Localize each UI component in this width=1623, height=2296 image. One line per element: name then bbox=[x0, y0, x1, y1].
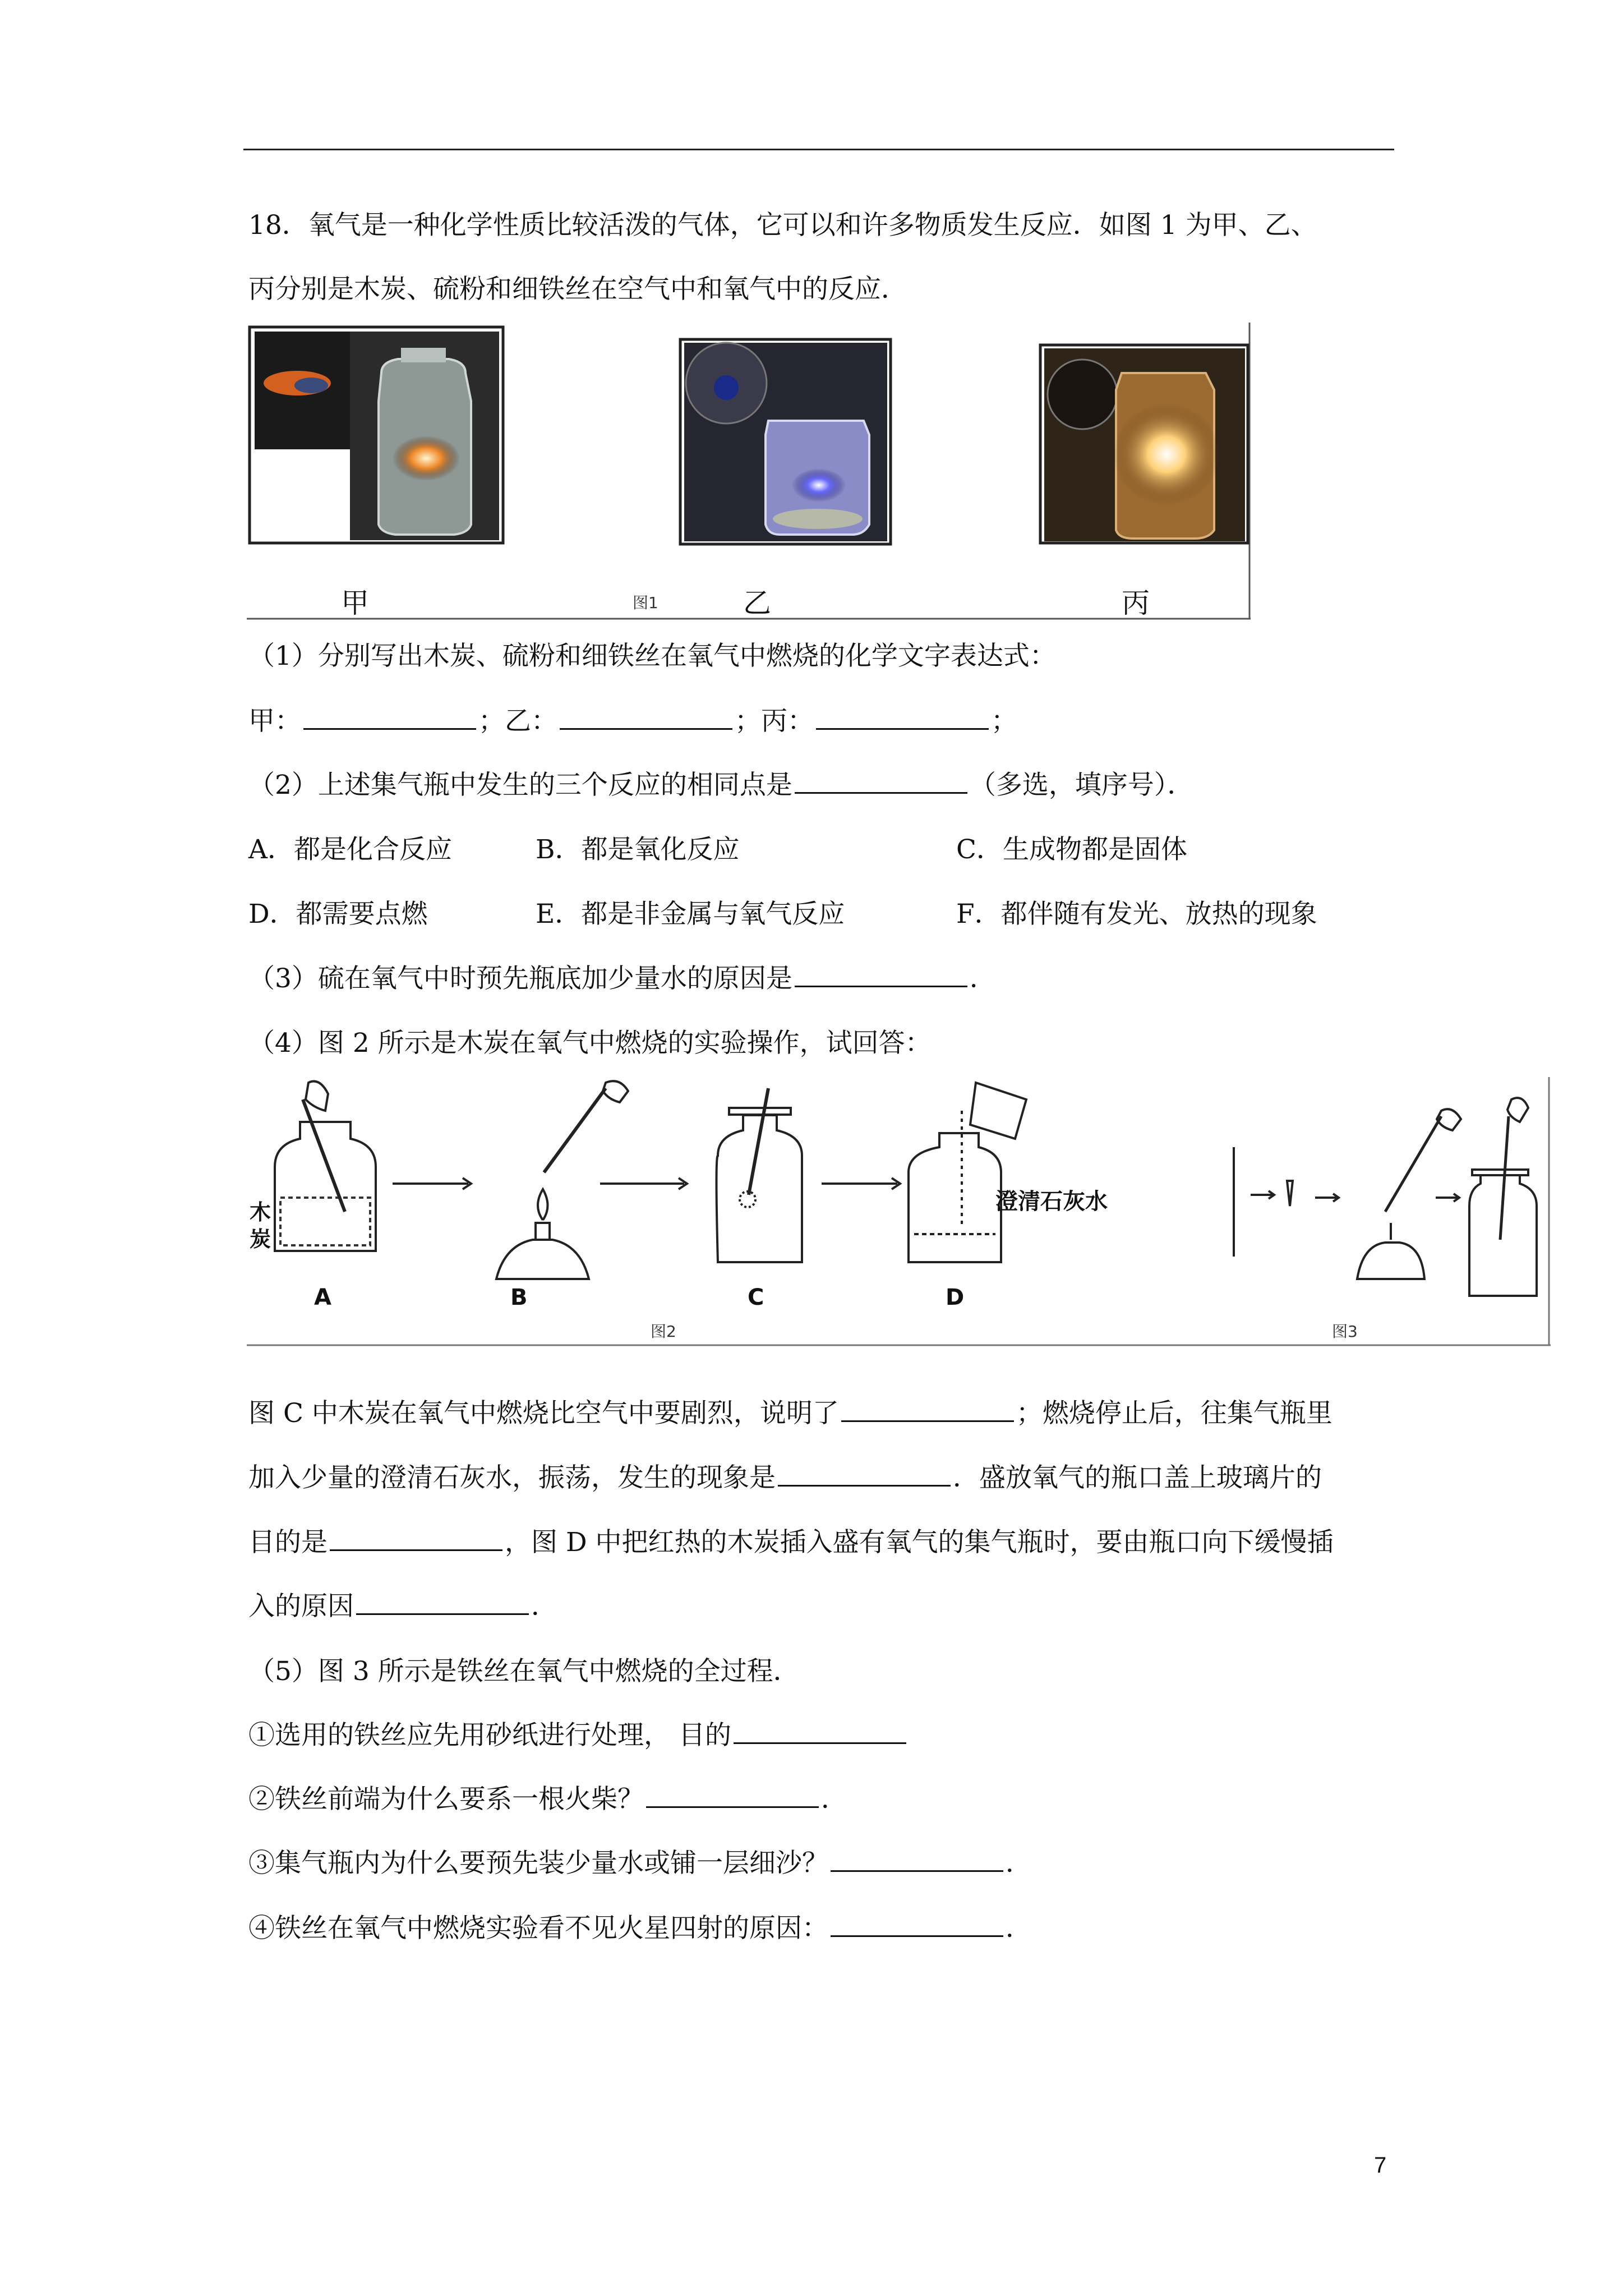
charcoal-label-1: 木 bbox=[250, 1200, 271, 1225]
sub-question-5-item-2 bbox=[248, 1783, 847, 1816]
period: ． bbox=[531, 1591, 557, 1622]
text: 入的原因 bbox=[248, 1591, 354, 1622]
period: ． bbox=[821, 1784, 847, 1815]
answer-blank-jia[interactable] bbox=[303, 706, 476, 730]
text: 图 C 中木炭在氧气中燃烧比空气中要剧烈，说明了 bbox=[248, 1398, 839, 1429]
page-number: 7 bbox=[1374, 2153, 1387, 2178]
sub-question-4-line-2 bbox=[248, 1461, 1322, 1495]
answer-blank-sub3[interactable] bbox=[795, 963, 967, 987]
step-c-label: C bbox=[748, 1285, 764, 1310]
figure-1-label-yi: 乙 bbox=[743, 587, 771, 619]
figure-1-photos bbox=[247, 323, 1251, 620]
option-a: A．都是化合反应 bbox=[248, 834, 452, 865]
text: ③集气瓶内为什么要预先装少量水或铺一层细沙？ bbox=[248, 1848, 828, 1879]
text: 加入少量的澄清石灰水，振荡，发生的现象是 bbox=[248, 1462, 776, 1493]
answer-blank-yi[interactable] bbox=[560, 706, 732, 730]
sub-question-3 bbox=[248, 962, 996, 996]
step-b-label: B bbox=[510, 1285, 528, 1310]
sub-question-2-note: （多选，填序号）． bbox=[969, 770, 1194, 800]
text: ①选用的铁丝应先用砂纸进行处理， 目的 bbox=[248, 1720, 731, 1751]
sub-question-5-item-3 bbox=[248, 1847, 1032, 1880]
sub-question-4: （4）图 2 所示是木炭在氧气中燃烧的实验操作，试回答： bbox=[248, 1028, 932, 1059]
answer-blank-5-4[interactable] bbox=[831, 1913, 1003, 1937]
text: ；燃烧停止后，往集气瓶里 bbox=[1016, 1398, 1332, 1429]
answer-blank-5-3[interactable] bbox=[831, 1848, 1003, 1872]
step-a-label: A bbox=[314, 1285, 331, 1310]
sub-question-3-text: （3）硫在氧气中时预先瓶底加少量水的原因是 bbox=[248, 963, 792, 994]
sub-question-5-item-4 bbox=[248, 1912, 1032, 1945]
sub-question-1-answers bbox=[248, 705, 1017, 738]
text: ④铁丝在氧气中燃烧实验看不见火星四射的原因： bbox=[248, 1913, 828, 1944]
sub-question-4-line-3 bbox=[248, 1526, 1334, 1559]
sub-question-5-item-1 bbox=[248, 1719, 909, 1752]
answer-blank-5-1[interactable] bbox=[734, 1720, 906, 1744]
sub-question-2-text: （2）上述集气瓶中发生的三个反应的相同点是 bbox=[248, 770, 792, 800]
label-bing: ；丙： bbox=[735, 706, 814, 737]
text: ②铁丝前端为什么要系一根火柴？ bbox=[248, 1784, 644, 1815]
label-yi: ；乙： bbox=[478, 706, 557, 737]
period: ． bbox=[1006, 1913, 1032, 1944]
step-d-label: D bbox=[946, 1285, 965, 1310]
figure-3-caption: 图3 bbox=[1332, 1322, 1358, 1341]
figure-2-drawings bbox=[247, 1077, 1551, 1346]
charcoal-label-2: 炭 bbox=[250, 1227, 271, 1251]
period: ． bbox=[969, 963, 996, 994]
semicolon: ； bbox=[991, 706, 1017, 737]
label-jia: 甲： bbox=[248, 706, 301, 737]
figure-2 bbox=[247, 1077, 1551, 1346]
text: ．盛放氧气的瓶口盖上玻璃片的 bbox=[953, 1462, 1322, 1493]
text: 目的是 bbox=[248, 1527, 328, 1558]
period: ． bbox=[1006, 1848, 1032, 1879]
figure-1-caption: 图1 bbox=[633, 593, 658, 612]
question-intro-line-1: 18．氧气是一种化学性质比较活泼的气体，它可以和许多物质发生反应．如图 1 为甲、乙、 bbox=[248, 210, 1317, 241]
option-c: C．生成物都是固体 bbox=[956, 834, 1187, 865]
text: ，图 D 中把红热的木炭插入盛有氧气的集气瓶时，要由瓶口向下缓慢插 bbox=[505, 1527, 1334, 1558]
figure-1 bbox=[247, 323, 1251, 620]
figure-2-caption: 图2 bbox=[651, 1322, 676, 1341]
sub-question-4-line-1 bbox=[248, 1397, 1332, 1430]
answer-blank-sub2[interactable] bbox=[795, 770, 967, 794]
figure-1-label-bing: 丙 bbox=[1122, 587, 1150, 619]
answer-blank-5-2[interactable] bbox=[646, 1784, 819, 1808]
sub-question-1: （1）分别写出木炭、硫粉和细铁丝在氧气中燃烧的化学文字表达式： bbox=[248, 641, 1056, 671]
question-intro-line-2: 丙分别是木炭、硫粉和细铁丝在空气中和氧气中的反应． bbox=[248, 274, 907, 305]
answer-blank-slow-insert[interactable] bbox=[356, 1591, 529, 1615]
figure-1-label-jia: 甲 bbox=[341, 587, 369, 619]
option-e: E．都是非金属与氧气反应 bbox=[536, 899, 845, 930]
option-d: D．都需要点燃 bbox=[248, 899, 428, 930]
option-f: F．都伴随有发光、放热的现象 bbox=[956, 899, 1317, 930]
limewater-label: 澄清石灰水 bbox=[995, 1189, 1108, 1214]
sub-question-4-line-4 bbox=[248, 1590, 557, 1623]
sub-question-2 bbox=[248, 769, 1193, 802]
sub-question-5: （5）图 3 所示是铁丝在氧气中燃烧的全过程． bbox=[248, 1656, 800, 1687]
answer-blank-phenomenon[interactable] bbox=[778, 1462, 951, 1487]
answer-blank-purpose[interactable] bbox=[330, 1527, 502, 1551]
answer-blank-bing[interactable] bbox=[816, 706, 989, 730]
answer-blank-reason[interactable] bbox=[841, 1398, 1014, 1422]
option-b: B．都是氧化反应 bbox=[536, 834, 740, 865]
header-rule bbox=[243, 149, 1394, 150]
